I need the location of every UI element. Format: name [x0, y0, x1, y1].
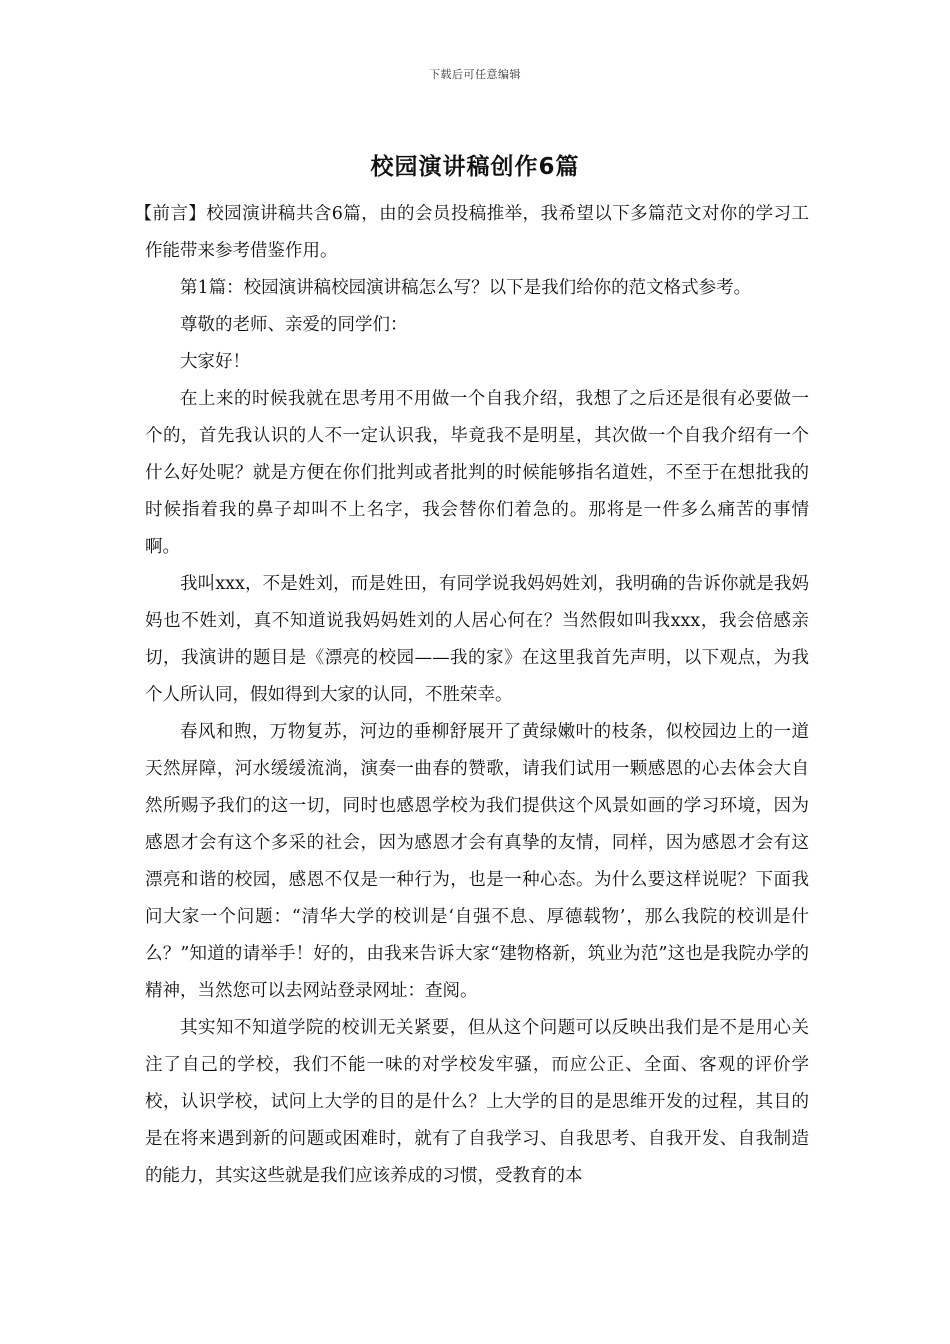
header-note: 下载后可任意编辑: [429, 68, 521, 81]
paragraph-preface: 【前言】校园演讲稿共含6篇，由的会员投稿推举，我希望以下多篇范文对你的学习工作能带来参考借鉴作用。: [134, 204, 809, 261]
paragraph: 第1篇：校园演讲稿校园演讲稿怎么写？以下是我们给你的范文格式参考。: [180, 278, 752, 298]
paragraph: 春风和煦，万物复苏，河边的垂柳舒展开了黄绿嫩叶的枝条，似校园边上的一道天然屏障，河水缓缓流淌，演奏一曲春的赞歌，请我们试用一颗感恩的心去体会大自然所赐予我们的这一切，同时也感恩学校为我们提供这个风景如画的学习环境，因为感恩才会有这个多采的社会，因为感恩才会有真挚的友情，同样，因为感恩才会有这漂亮和谐的校园，感恩不仅是一种行为，也是一种心态。为什么要这样说呢？下面我问大家一个问题：“清华大学的校训是‘自强不息、厚德载物’，那么我院的校训是什么？”知道的请举手！好的，由我来告诉大家“建物格新，筑业为范”这也是我院办学的精神，当然您可以去网站登录网址：查阅。: [145, 722, 809, 1001]
document-title: 校园演讲稿创作6篇: [370, 154, 580, 180]
paragraph: 在上来的时候我就在思考用不用做一个自我介绍，我想了之后还是很有必要做一个的，首先我认识的人不一定认识我，毕竟我不是明星，其次做一个自我介绍有一个什么好处呢？就是方便在你们批判或者批判的时候能够指名道姓，不至于在想批我的时候指着我的鼻子却叫不上名字，我会替你们着急的。那将是一件多么痛苦的事情啊。: [145, 389, 809, 557]
paragraph: 大家好！: [180, 352, 250, 372]
paragraph: 我叫xxx，不是姓刘，而是姓田，有同学说我妈妈姓刘，我明确的告诉你就是我妈妈也不姓刘，真不知道说我妈妈姓刘的人居心何在？当然假如叫我xxx，我会倍感亲切，我演讲的题目是《漂亮的校园——我的家》在这里我首先声明，以下观点，为我个人所认同，假如得到大家的认同，不胜荣幸。: [145, 574, 809, 705]
paragraph: 其实知不知道学院的校训无关紧要，但从这个问题可以反映出我们是不是用心关注了自己的学校，我们不能一味的对学校发牢骚，而应公正、全面、客观的评价学校，认识学校，试问上大学的目的是什么？上大学的目的是思维开发的过程，其目的是在将来遇到新的问题或困难时，就有了自我学习、自我思考、自我开发、自我制造的能力，其实这些就是我们应该养成的习惯，受教育的本: [145, 1018, 809, 1186]
paragraph: 尊敬的老师、亲爱的同学们：: [180, 315, 408, 335]
document-body: [134, 196, 809, 1195]
